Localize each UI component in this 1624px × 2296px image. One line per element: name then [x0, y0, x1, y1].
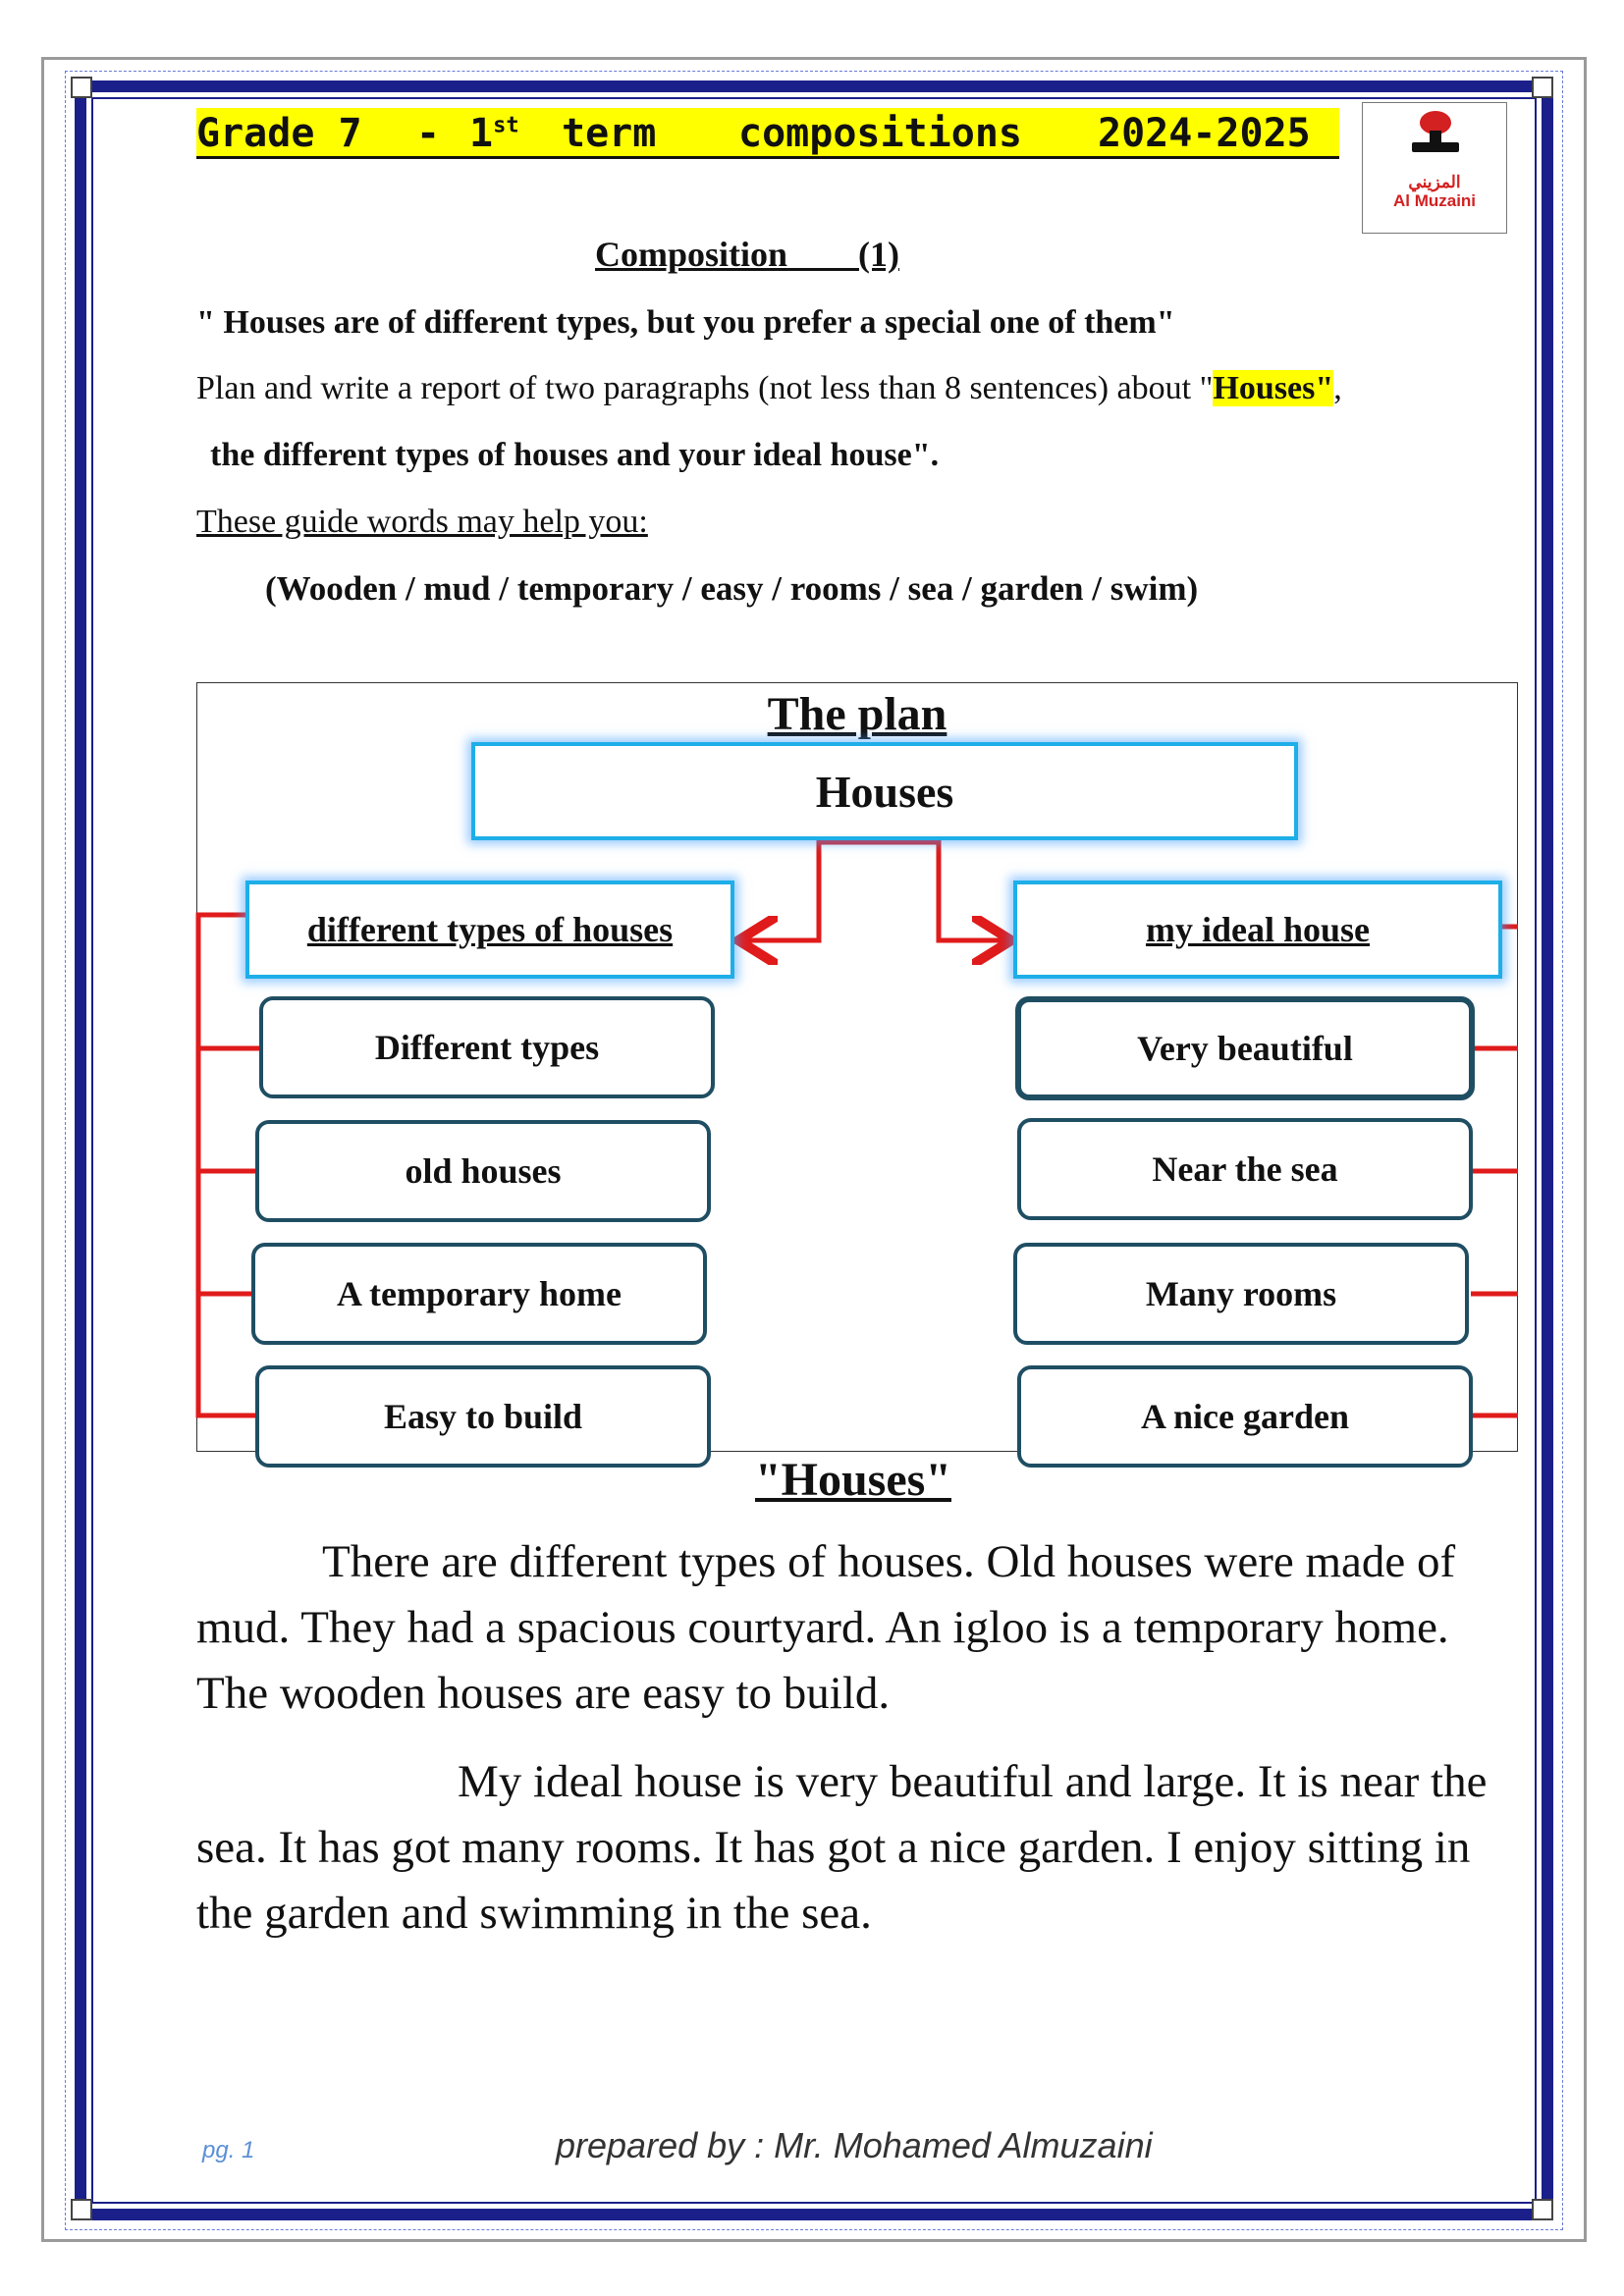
composition-number: (1)	[858, 235, 900, 274]
composition-instruction-line2: the different types of houses and your ideal house".	[210, 437, 940, 473]
connector-root-left	[738, 840, 819, 940]
essay-title: "Houses"	[755, 1454, 951, 1506]
plan-root-box: Houses	[471, 742, 1298, 840]
composition-quote: " Houses are of different types, but you prefer a special one of them"	[196, 304, 1175, 341]
plan-left-item-1: Different types	[259, 996, 715, 1098]
header-dash: -	[416, 111, 441, 156]
plan-branch-right: my ideal house	[1013, 881, 1502, 979]
header-term-number: 1st	[469, 111, 519, 156]
header-term-sup: st	[493, 113, 519, 138]
guide-words: (Wooden / mud / temporary / easy / rooms / sea / garden / swim)	[265, 569, 1199, 608]
composition-instruction: Plan and write a report of two paragraphs (not less than 8 sentences) about "Houses",	[196, 370, 1342, 406]
plan-right-item-2: Near the sea	[1017, 1118, 1473, 1220]
header-compositions: compositions	[738, 111, 1022, 156]
header-grade: Grade 7	[196, 111, 362, 156]
plan-right-item-4: A nice garden	[1017, 1365, 1473, 1468]
guide-words-label: These guide words may help you:	[196, 504, 648, 540]
page-number: pg. 1	[202, 2137, 255, 2163]
plan-right-item-1: Very beautiful	[1015, 996, 1475, 1100]
plan-left-item-2: old houses	[255, 1120, 711, 1222]
logo-arabic: المزيني	[1408, 173, 1461, 191]
plan-title: The plan	[767, 688, 947, 740]
logo-latin: Al Muzaini	[1392, 191, 1477, 210]
header-year: 2024-2025	[1098, 111, 1311, 156]
plan-left-item-4: Easy to build	[255, 1365, 711, 1468]
essay-paragraph-2: My ideal house is very beautiful and large. It is near the sea. It has got many rooms. It has got a nice garden. I enjoy sitting in the garden and swimming in the sea.	[196, 1756, 1488, 1939]
instruction-keyword: Houses"	[1213, 370, 1334, 406]
connector-root-right	[939, 840, 1011, 940]
essay-paragraph-1: There are different types of houses. Old houses were made of mud. They had a spacious courtyard. An igloo is a temporary home. The wooden houses are easy to build.	[196, 1536, 1456, 1719]
footer-credit: prepared by : Mr. Mohamed Almuzaini	[556, 2125, 1153, 2165]
plan-branch-left: different types of houses	[245, 881, 734, 979]
composition-title: Composition (1)	[595, 235, 900, 274]
header-term: term	[562, 111, 657, 156]
plan-left-item-3: A temporary home	[251, 1243, 707, 1345]
plan-right-item-3: Many rooms	[1013, 1243, 1469, 1345]
connector-left-trunk	[198, 915, 257, 1415]
